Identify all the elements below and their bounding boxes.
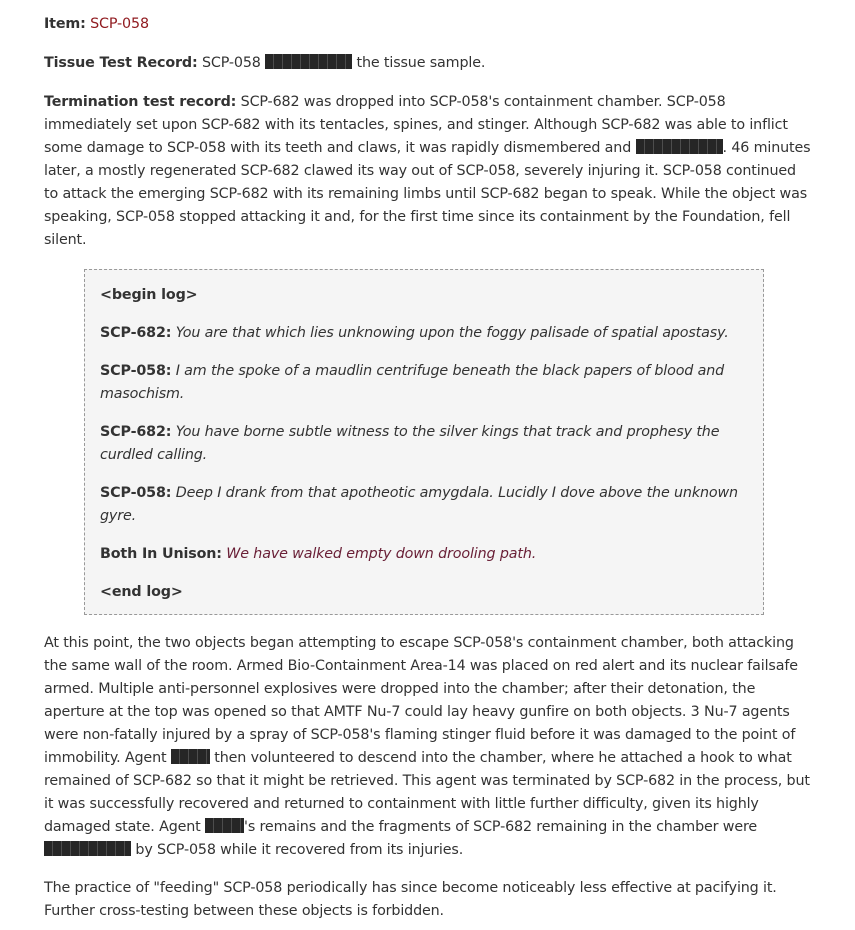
log-text: You have borne subtle witness to the silver kings that track and prophesy the curdled calling. [100, 424, 720, 463]
log-line [100, 421, 748, 467]
log-line [100, 360, 748, 406]
tissue-label: Tissue Test Record: [44, 55, 198, 71]
redaction-block [44, 841, 131, 856]
tissue-text-after: the tissue sample. [352, 55, 486, 71]
tissue-test-record [44, 52, 811, 75]
log-text: I am the spoke of a maudlin centrifuge beneath the black papers of blood and masochism. [100, 363, 725, 402]
log-begin: <begin log> [100, 287, 198, 303]
log-text: Deep I drank from that apotheotic amygdala. Lucidly I dove above the unknown gyre. [100, 485, 738, 524]
redaction-block [636, 139, 723, 154]
closing-paragraph: The practice of "feeding" SCP-058 periodically has since become noticeably less effective at pacifying it. Further cross-testing between these objects is forbidden. [44, 880, 777, 919]
termination-label: Termination test record: [44, 94, 237, 110]
interview-log-box [84, 269, 764, 615]
item-label: Item: [44, 16, 86, 32]
item-line [44, 13, 811, 36]
log-text-unison: We have walked empty down drooling path. [226, 546, 537, 562]
log-line [100, 482, 748, 528]
redaction-block [205, 818, 244, 833]
log-speaker: SCP-058: [100, 363, 172, 379]
log-line [100, 543, 748, 566]
log-text: You are that which lies unknowing upon the foggy palisade of spatial apostasy. [175, 325, 729, 341]
termination-test-record [44, 91, 811, 252]
item-link[interactable]: SCP-058 [90, 16, 149, 32]
log-end: <end log> [100, 584, 183, 600]
redaction-block [265, 54, 352, 69]
log-speaker: SCP-682: [100, 325, 172, 341]
termination-text-2: . 46 minutes later, a mostly regenerated SCP-682 clawed its way out of SCP-058, severely injuring it. SCP-058 continued to attack the emerging SCP-682 with its remaining limbs until SCP-682 began to speak. While the object was speaking, SCP-058 stopped attacking it and, for the first time since its containment by the Foundation, fell silent. [44, 140, 811, 248]
log-speaker: SCP-058: [100, 485, 172, 501]
redaction-block [171, 749, 210, 764]
log-speaker: SCP-682: [100, 424, 172, 440]
aftermath-paragraph: At this point, the two objects began attempting to escape SCP-058's containment chamber, both attacking the same wall of the room. Armed Bio-Containment Area-14 was placed on red alert and its nuclear failsafe armed. Multiple anti-personnel explosives were dropped into the chamber; after their detonation, the aperture at the top was opened so that AMTF Nu-7 could lay heavy gunfire on both objects. 3 Nu-7 agents were non-fatally injured by a spray of SCP-058's flaming stinger fluid before it was damaged to the point of immobility. Agent then volunteered to descend into the chamber, where he attached a hook to what remained of SCP-682 so that it might be retrieved. This agent was terminated by SCP-682 in the process, but it was successfully recovered and returned to containment with little further difficulty, given its highly damaged state. Agent 's remains and the fragments of SCP-682 remaining in the chamber were by SCP-058 while it recovered from its injuries. [44, 635, 810, 858]
log-line [100, 322, 748, 345]
tissue-text-before: SCP-058 [197, 55, 266, 71]
log-speaker: Both In Unison: [100, 546, 222, 562]
termination-text-1: SCP-682 was dropped into SCP-058's containment chamber. SCP-058 immediately set upon SCP-682 with its tentacles, spines, and stinger. Although SCP-682 was able to inflict some damage to SCP-058 with its teeth and claws, it was rapidly dismembered and [44, 94, 788, 156]
